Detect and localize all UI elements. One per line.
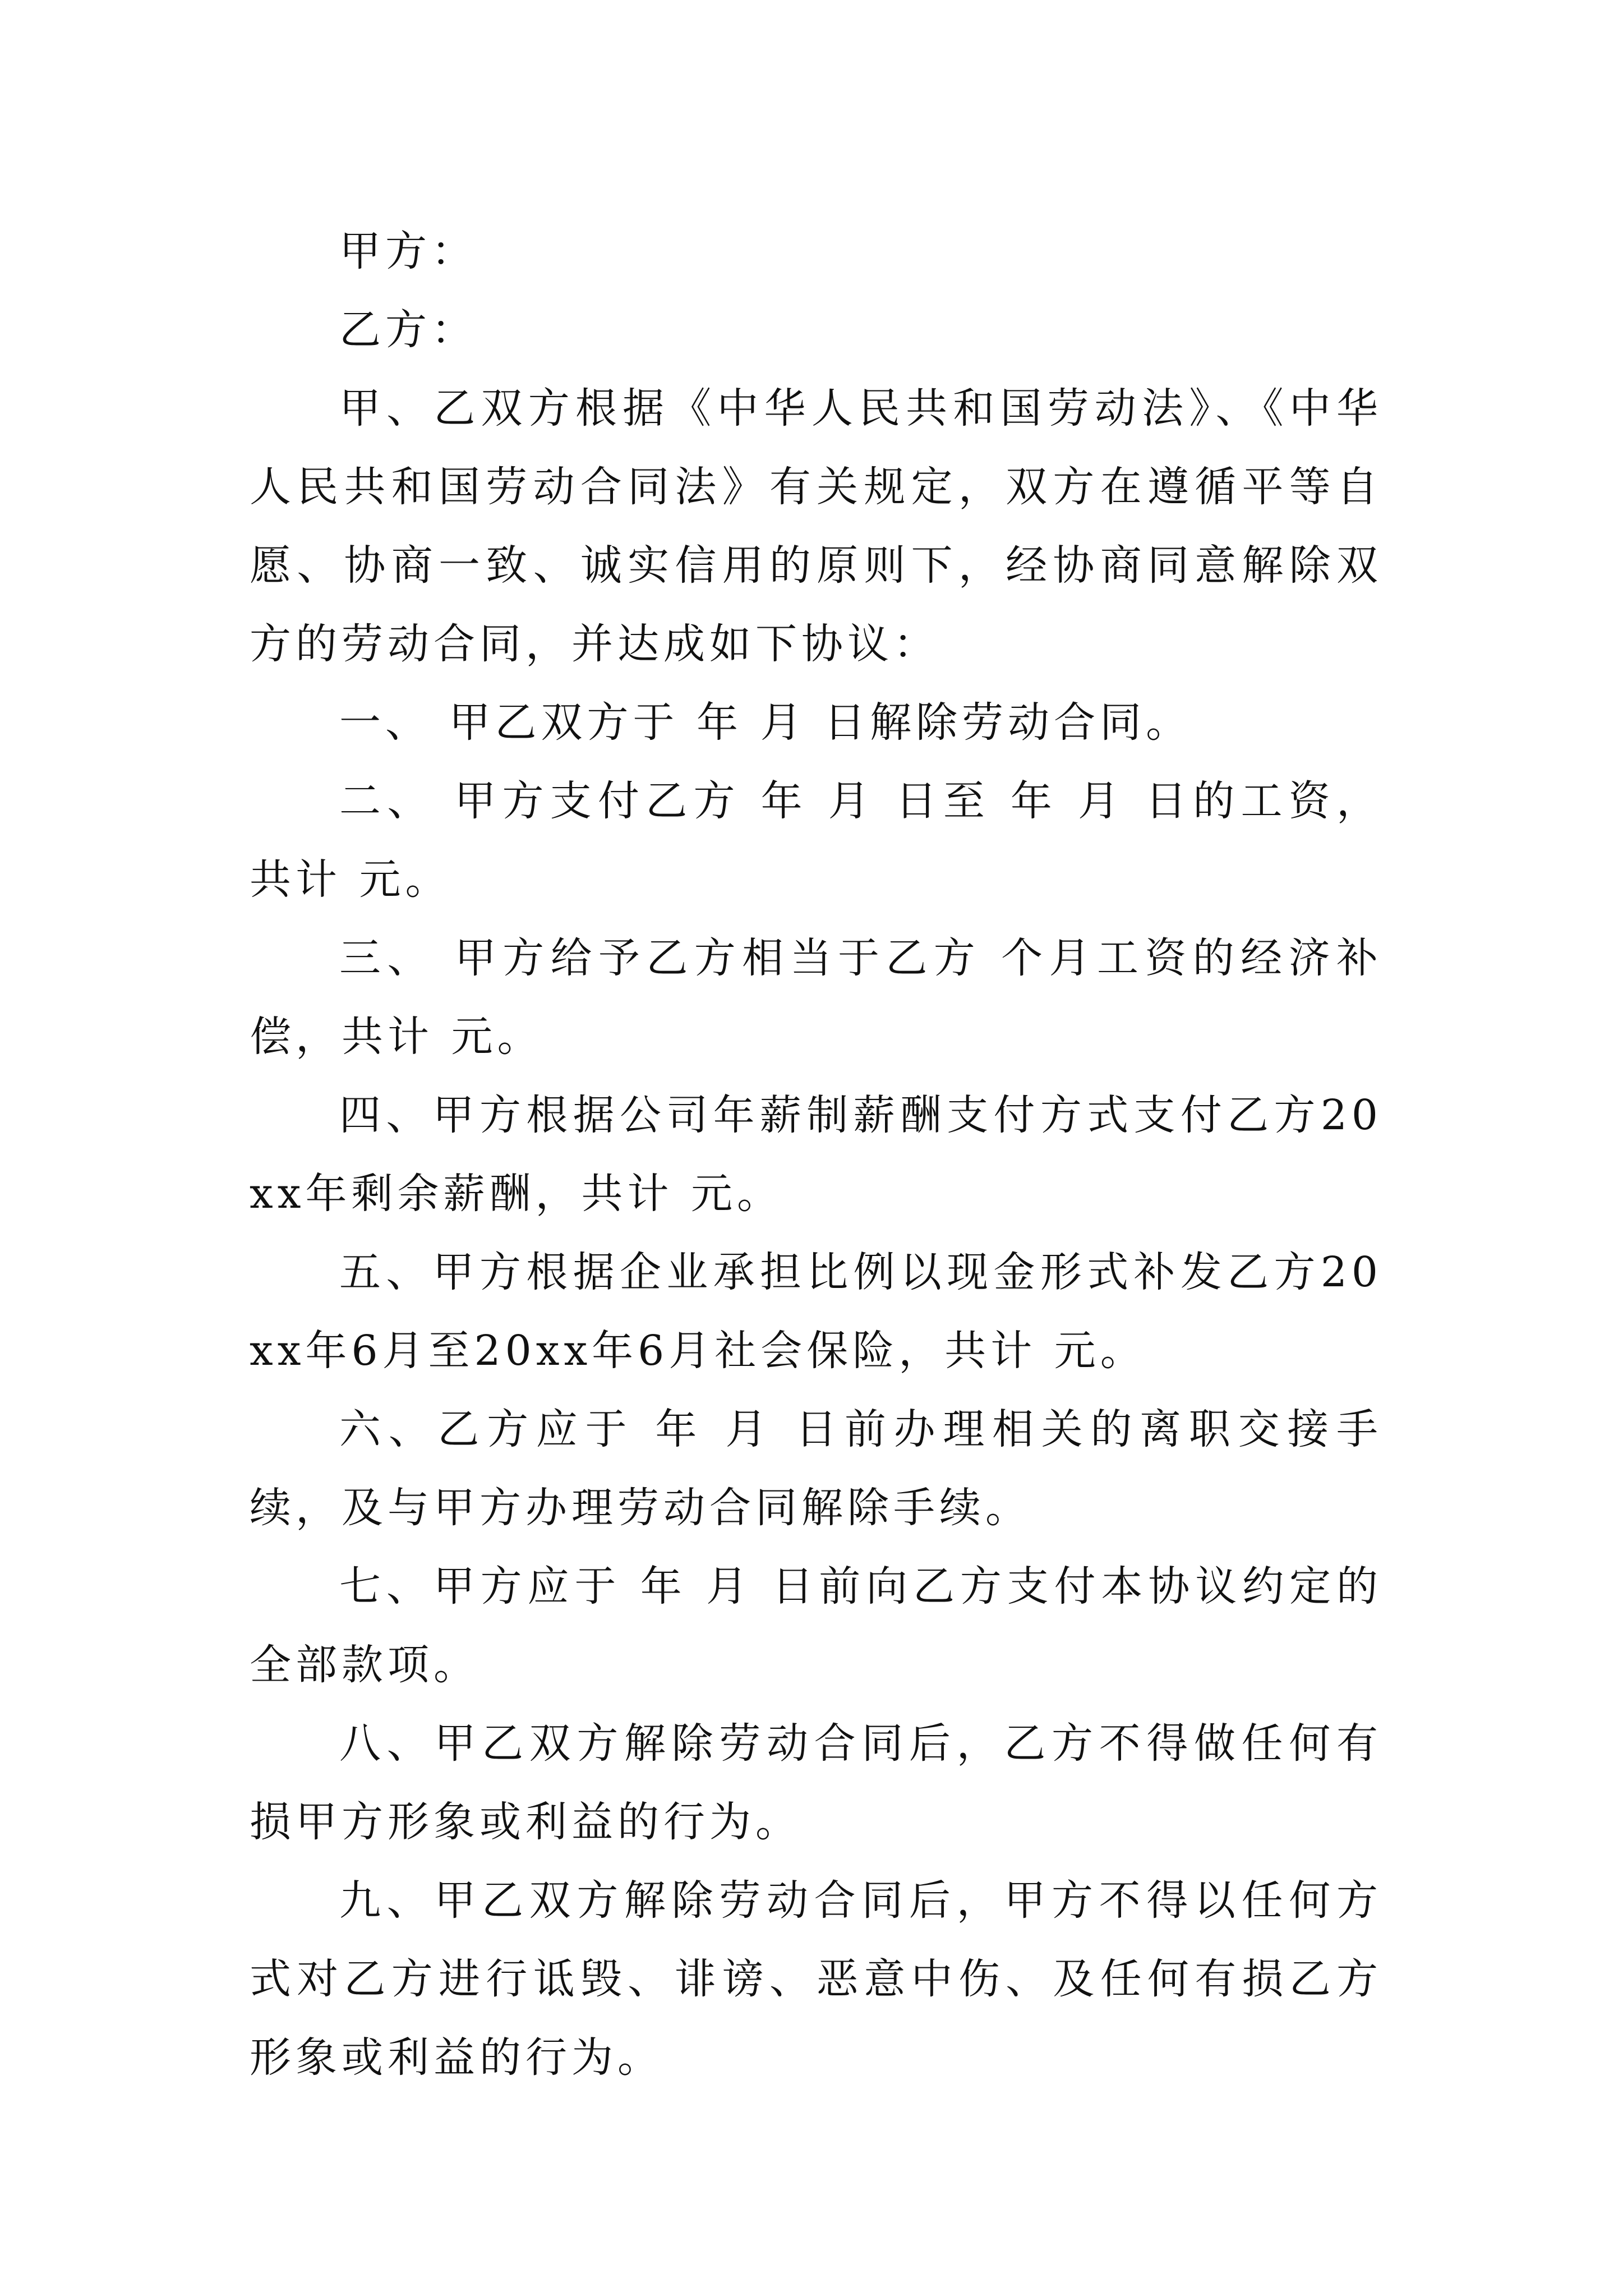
party-b-line: 乙方： bbox=[339, 306, 477, 354]
clause-9: 九、甲乙双方解除劳动合同后，甲方不得以任何方式对乙方进行诋毁、诽谤、恶意中伤、及任何有损乙方形象或利益的行为。 bbox=[250, 1876, 1382, 2082]
preamble-paragraph: 甲、乙双方根据《中华人民共和国劳动法》、《中华人民共和国劳动合同法》有关规定，双方在遵循平等自愿、协商一致、诚实信用的原则下，经协商同意解除双方的劳动合同，并达成如下协议： bbox=[250, 384, 1382, 668]
document-body bbox=[250, 212, 1382, 2097]
party-a-line: 甲方： bbox=[339, 227, 477, 275]
clause-1: 一、 甲乙双方于 年 月 日解除劳动合同。 bbox=[339, 698, 1192, 747]
clause-5: 五、甲方根据企业承担比例以现金形式补发乙方20xx年6月至20xx年6月社会保险，共计 元。 bbox=[250, 1248, 1382, 1375]
clause-8: 八、甲乙双方解除劳动合同后，乙方不得做任何有损甲方形象或利益的行为。 bbox=[250, 1719, 1382, 1846]
clause-2: 二、 甲方支付乙方 年 月 日至 年 月 日的工资，共计 元。 bbox=[250, 777, 1382, 904]
clause-3: 三、 甲方给予乙方相当于乙方 个月工资的经济补偿，共计 元。 bbox=[250, 934, 1382, 1061]
clause-7: 七、甲方应于 年 月 日前向乙方支付本协议约定的全部款项。 bbox=[250, 1562, 1382, 1689]
clause-4: 四、甲方根据公司年薪制薪酬支付方式支付乙方20xx年剩余薪酬，共计 元。 bbox=[250, 1091, 1382, 1218]
clause-6: 六、乙方应于 年 月 日前办理相关的离职交接手续，及与甲方办理劳动合同解除手续。 bbox=[250, 1405, 1382, 1532]
